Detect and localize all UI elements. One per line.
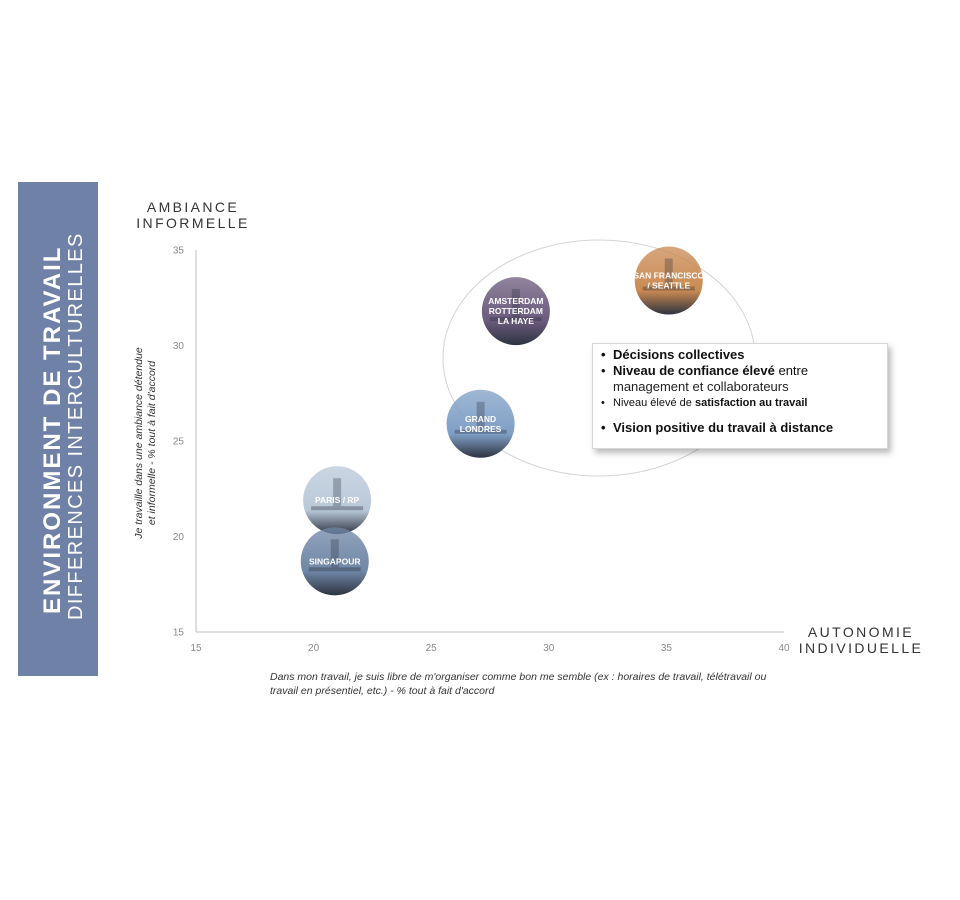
- callout-bullet-3-pre: Niveau élevé de: [613, 397, 695, 409]
- y-axis-title-group: [133, 347, 158, 540]
- city-point: [447, 390, 515, 458]
- city-point: [301, 527, 369, 595]
- city-label: GRAND: [465, 413, 497, 424]
- skyline-shape: [311, 506, 363, 510]
- x-tick-label: 30: [543, 643, 555, 654]
- y-tick-label: 25: [172, 436, 184, 448]
- skyline-shape: [309, 567, 361, 571]
- x-corner-label: AUTONOMIE: [807, 624, 915, 640]
- callout-bullet-2-bold: Niveau de confiance élevé: [613, 363, 775, 378]
- x-tick-label: 40: [778, 643, 790, 654]
- city-label: LA HAYE: [497, 316, 534, 327]
- callout-bullet-2: [601, 363, 879, 379]
- y-corner-label: AMBIANCE: [146, 199, 240, 215]
- y-axis-title: Je travaille dans une ambiance détendue: [133, 347, 145, 539]
- city-label: LONDRES: [459, 423, 502, 434]
- banner-subtitle: DIFFERENCES INTERCULTURELLES: [65, 232, 87, 620]
- callout-bullet-3: [601, 395, 879, 411]
- x-tick-label: 35: [660, 643, 672, 654]
- city-point: [633, 247, 704, 315]
- city-label: / SEATTLE: [647, 280, 691, 291]
- callout-bullet-4: • Vision positive du travail à distance: [601, 420, 879, 436]
- y-tick-label: 20: [172, 532, 184, 543]
- city-point: [482, 277, 550, 345]
- callout-box: [592, 343, 888, 449]
- x-tick-label: 25: [425, 643, 437, 654]
- callout-bullet-3-bold: satisfaction au travail: [694, 397, 808, 409]
- y-corner-label: INFORMELLE: [136, 215, 250, 231]
- city-label: AMSTERDAM: [488, 296, 544, 307]
- city-point: [303, 466, 371, 534]
- city-label: ROTTERDAM: [488, 306, 544, 317]
- callout-bullet-2-rest: entre: [774, 363, 809, 378]
- callout-bullet-2-line2: management et collaborateurs: [613, 379, 789, 394]
- x-axis-title: Dans mon travail, je suis libre de m'organiser comme bon me semble (ex : horaires de travail, télétravail ou: [270, 671, 767, 683]
- x-corner-label: INDIVIDUELLE: [798, 640, 924, 656]
- city-label: SAN FRANCISCO: [633, 270, 705, 281]
- y-tick-label: 35: [172, 245, 184, 257]
- x-tick-label: 20: [308, 643, 320, 654]
- y-axis-title: et informelle - % tout à fait d'accord: [146, 360, 158, 526]
- city-label: PARIS / RP: [314, 495, 360, 506]
- city-label: SINGAPOUR: [309, 556, 361, 567]
- y-tick-label: 30: [172, 341, 184, 352]
- x-tick-label: 15: [190, 643, 202, 654]
- x-axis-title: travail en présentiel, etc.) - % tout à fait d'accord: [270, 685, 495, 697]
- callout-bullet-1: • Décisions collectives: [601, 347, 879, 363]
- y-tick-label: 15: [172, 627, 184, 639]
- banner-title: ENVIRONMENT DE TRAVAIL: [39, 245, 66, 614]
